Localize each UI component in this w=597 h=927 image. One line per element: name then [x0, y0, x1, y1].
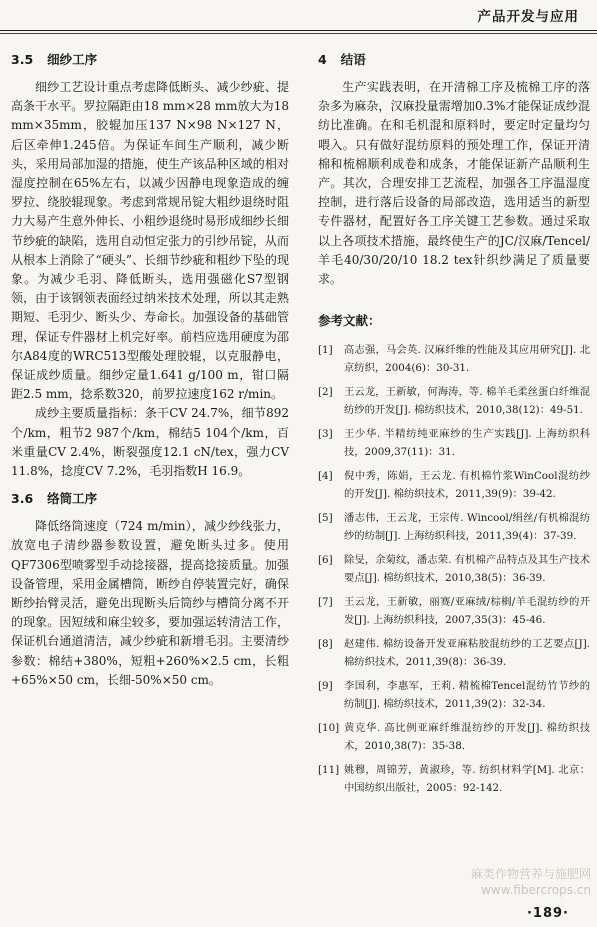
reference-text: 潘志伟，王云龙，王宗传. Wincool/绢丝/有机棉混纺纱的纺制[J]. 上海纺织科技，2011,39(4)：37-39. — [344, 512, 590, 542]
reference-text: 高志强，马会英. 汉麻纤维的性能及其应用研究[J]. 北京纺织，2004(6)：30-31. — [344, 344, 590, 374]
section-heading-3-6 — [11, 489, 289, 509]
reference-text: 除旻，余菊纹，潘志荣. 有机棉产品特点及其生产技术要点[J]. 棉纺织技术，2010,38(5)：36-39. — [344, 554, 590, 584]
header-rule — [0, 30, 597, 31]
reference-index: [3] — [318, 428, 333, 441]
page-number: ·189· — [526, 906, 569, 921]
reference-text: 姚穆，周锦芳，黄淑珍，等. 纺织材料学[M]. 北京：中国纺织出版社，2005：92-142. — [344, 764, 590, 794]
reference-index: [1] — [318, 344, 333, 357]
reference-item — [318, 426, 590, 461]
right-column — [318, 50, 590, 804]
reference-text: 黄克华. 高比例亚麻纤维混纺纱的开发[J]. 棉纺织技术，2010,38(7)：35-38. — [344, 722, 590, 752]
section-number: 3.5 — [11, 52, 34, 67]
reference-item — [318, 636, 590, 671]
reference-item — [318, 552, 590, 587]
reference-index: [9] — [318, 680, 333, 693]
paragraph: 降低络筒速度（724 m/min），减少纱线张力，放宽电子清纱器参数设置，避免断头过多。使用QF7306型喷雾型手动捻接器，提高捻接质量。加强设备管理，采用金属槽筒，断纱自停装置完好，确保断纱抬臂灵活，避免出现断头后筒纱与槽筒分离不开的现象。因短绒和麻尘较多，要加强运转清洁工作，保证机台通道清洁，减少纱疵和新增毛羽。主要清纱参数：棉结+380%，短粗+260%×2.5 cm，长粗+65%×50 cm，长细-50%×50 cm。 — [11, 519, 289, 687]
section-number: 3.6 — [11, 491, 34, 507]
watermark-site-name: 麻类作物营养与施肥网 — [470, 867, 591, 881]
reference-index: [4] — [318, 470, 333, 483]
section-title: 细纱工序 — [47, 52, 98, 67]
reference-item — [318, 384, 590, 419]
reference-item — [318, 720, 590, 755]
reference-item — [318, 342, 590, 377]
paragraph: 细纱工艺设计重点考虑降低断头、减少纱疵、提高条干水平。罗拉隔距由18 mm×28 mm放大为18 mm×35mm，胶辊加压137 N×98 N×127 N，后区牵伸1.245倍。为保证车间生产顺利，减少断头，采用局部加湿的措施，使生产该品种区域的相对湿度控制在65%左右，以减少因静电现象造成的缠罗拉、绕胶辊现象。考虑到常规吊锭大粗纱退绕时阻力大易产生意外伸长、小粗纱退绕时易形成细纱长细节纱疵的缺陷，选用自动恒定张力的引纱吊锭，从而从根本上消除了“硬头”、长细节纱疵和粗纱下坠的现象。为减少毛羽、降低断头，选用强磁化S7型钢领，由于该钢领表面经过纳米技术处理，所以其走熟期短、毛羽少、断头少、寿命长。加强设备的基础管理，保证专件器材上机完好率。前档应选用硬度为邵尔A84度的WRC513型酸处理胶辊，以克服静电，保证成纱质量。细纱定量1.641 g/100 m，钳口隔距2.5 mm，捻系数320，前罗拉速度162 r/min。 — [11, 80, 289, 402]
reference-index: [8] — [318, 638, 333, 651]
reference-text: 王云龙，王新敏，丽赛/亚麻绒/棕榈/羊毛混纺纱的开发[J]. 上海纺织科技，2007,35(3)：45-46. — [344, 596, 590, 626]
section-heading-3-5 — [11, 50, 289, 70]
reference-item — [318, 468, 590, 503]
reference-text: 王云龙，王新敏，何海涛，等. 棉羊毛柔丝蛋白纤维混纺纱的开发[J]. 棉纺织技术，2010,38(12)：49-51. — [344, 386, 590, 416]
paragraph: 成纱主要质量指标：条干CV 24.7%，细节892个/km，粗节2 987个/km，棉结5 104个/km，百米重量CV 2.4%，断裂强度12.1 cN/tex，强力CV 11.8%，捻度CV 7.2%，毛羽指数H 16.9。 — [11, 406, 289, 479]
watermark-url: www.fibercrops.cn — [481, 883, 591, 897]
journal-section-name: 产品开发与应用 — [477, 9, 579, 25]
reference-index: [7] — [318, 596, 333, 609]
paragraph: 生产实践表明，在开清棉工序及梳棉工序的落杂多为麻杂，汉麻投量需增加0.3%才能保证成纱混纺比准确。在和毛机混和原料时，要定时定量均匀喂入。只有做好混纺原料的预处理工作，保证开清棉和梳棉顺利成卷和成条，才能保证新产品顺利生产。其次，合理安排工艺流程，加强各工序温湿度控制，进行落后设备的局部改造，选用适当的新型专件器材，配置好各工序关键工艺参数。通过采取以上各项技术措施，最终使生产的JC/汉麻/Tencel/羊毛40/30/20/10 18.2 tex针织纱满足了质量要求。 — [318, 80, 590, 287]
section-title: 结语 — [340, 52, 366, 67]
reference-text: 李国利，李惠军，王莉. 精梳棉Tencel混纺竹节纱的纺制[J]. 棉纺织技术，2011,39(2)：32-34. — [344, 680, 590, 710]
reference-index: [10] — [318, 722, 340, 735]
reference-index: [6] — [318, 554, 333, 567]
reference-index: [5] — [318, 512, 333, 525]
reference-item — [318, 594, 590, 629]
reference-item — [318, 510, 590, 545]
section-heading-4 — [318, 50, 590, 70]
section-number: 4 — [318, 52, 327, 67]
reference-item — [318, 678, 590, 713]
watermark — [471, 866, 591, 898]
reference-index: [2] — [318, 386, 333, 399]
reference-text: 王少华. 半精纺纯亚麻纱的生产实践[J]. 上海纺织科技，2009,37(11)：31. — [344, 428, 590, 458]
reference-index: [11] — [318, 764, 340, 777]
section-title: 络筒工序 — [47, 491, 98, 507]
page-header — [0, 0, 597, 30]
reference-text: 赵建伟. 棉纺设备开发亚麻粘胶混纺纱的工艺要点[J]. 棉纺织技术，2011,39(8)：36-39. — [344, 638, 590, 668]
references-title: 参考文献： — [318, 313, 381, 329]
reference-item — [318, 762, 590, 797]
left-column — [11, 50, 289, 690]
reference-text: 倪中秀，陈娟，王云龙. 有机棉竹浆WinCool混纺纱的开发[J]. 棉纺织技术，2011,39(9)：39-42. — [344, 470, 590, 500]
header-rule-thin — [0, 33, 597, 34]
